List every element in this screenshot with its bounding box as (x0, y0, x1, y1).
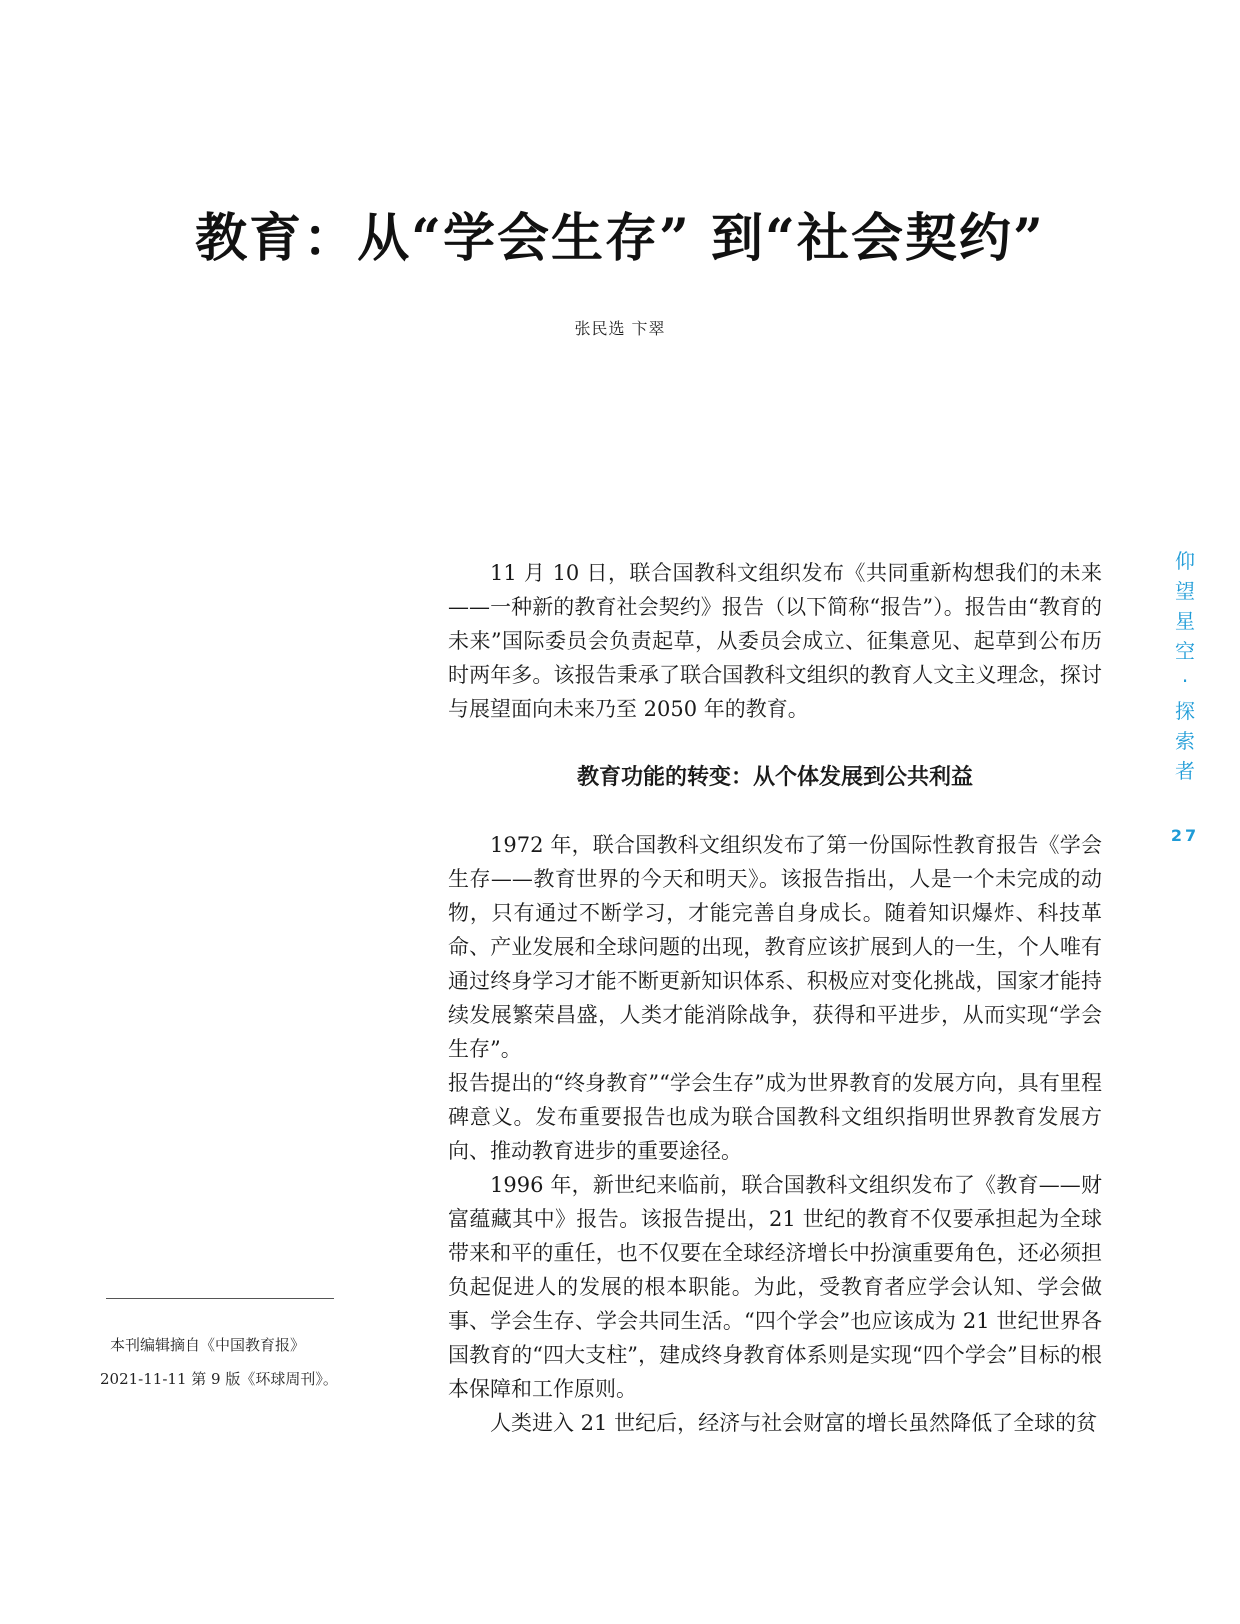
paragraph-1972: 1972 年，联合国教科文组织发布了第一份国际性教育报告《学会生存——教育世界的今天和明天》。该报告指出，人是一个未完成的动物，只有通过不断学习，才能完善自身成长。随着知识爆炸、科技革命、产业发展和全球问题的出现，教育应该扩展到人的一生，个人唯有通过终身学习才能不断更新知识体系、积极应对变化挑战，国家才能持续发展繁荣昌盛，人类才能消除战争，获得和平进步，从而实现“学会生存”。 (448, 833, 1102, 1061)
section-char: 星 (1175, 609, 1195, 633)
source-footnote (100, 1328, 360, 1396)
section-char: 望 (1175, 579, 1195, 603)
footnote-line: 本刊编辑摘自《中国教育报》 (110, 1336, 306, 1354)
section-char: · (1181, 669, 1189, 693)
section-char: 索 (1175, 729, 1195, 753)
article-title: 教育：从“学会生存” 到“社会契约” (195, 208, 1045, 269)
section-char: 者 (1175, 759, 1195, 783)
section-char: 仰 (1175, 549, 1195, 573)
article-body (448, 556, 1102, 1440)
footnote-line: 2021-11-11 第 9 版《环球周刊》。 (100, 1370, 338, 1388)
section-heading: 教育功能的转变：从个体发展到公共利益 (576, 764, 973, 790)
article-authors: 张民选 卞翠 (574, 319, 666, 338)
page-number: 27 (1170, 826, 1200, 845)
paragraph-1996: 1996 年，新世纪来临前，联合国教科文组织发布了《教育——财富蕴藏其中》报告。该报告提出，21 世纪的教育不仅要承担起为全球带来和平的重任，也不仅要在全球经济增长中扮演重要角色，还必须担负起促进人的发展的根本职能。为此，受教育者应学会认知、学会做事、学会生存、学会共同生活。“四个学会”也应该成为 21 世纪世界各国教育的“四大支柱”，建成终身教育体系则是实现“四个学会”目标的根本保障和工作原则。 (448, 1173, 1102, 1401)
paragraph-1972-continued: 报告提出的“终身教育”“学会生存”成为世界教育的发展方向，具有里程碑意义。发布重要报告也成为联合国教科文组织指明世界教育发展方向、推动教育进步的重要途径。 (448, 1071, 1102, 1163)
section-char: 探 (1175, 699, 1195, 723)
intro-paragraph: 11 月 10 日，联合国教科文组织发布《共同重新构想我们的未来——一种新的教育社会契约》报告（以下简称“报告”）。报告由“教育的未来”国际委员会负责起草，从委员会成立、征集意见、起草到公布历时两年多。该报告秉承了联合国教科文组织的教育人文主义理念，探讨与展望面向未来乃至 2050 年的教育。 (448, 561, 1102, 721)
section-char: 空 (1175, 639, 1195, 663)
paragraph-21st-century: 人类进入 21 世纪后，经济与社会财富的增长虽然降低了全球的贫 (490, 1411, 1098, 1435)
section-label-vertical (1170, 546, 1200, 786)
footnote-divider (106, 1298, 334, 1299)
